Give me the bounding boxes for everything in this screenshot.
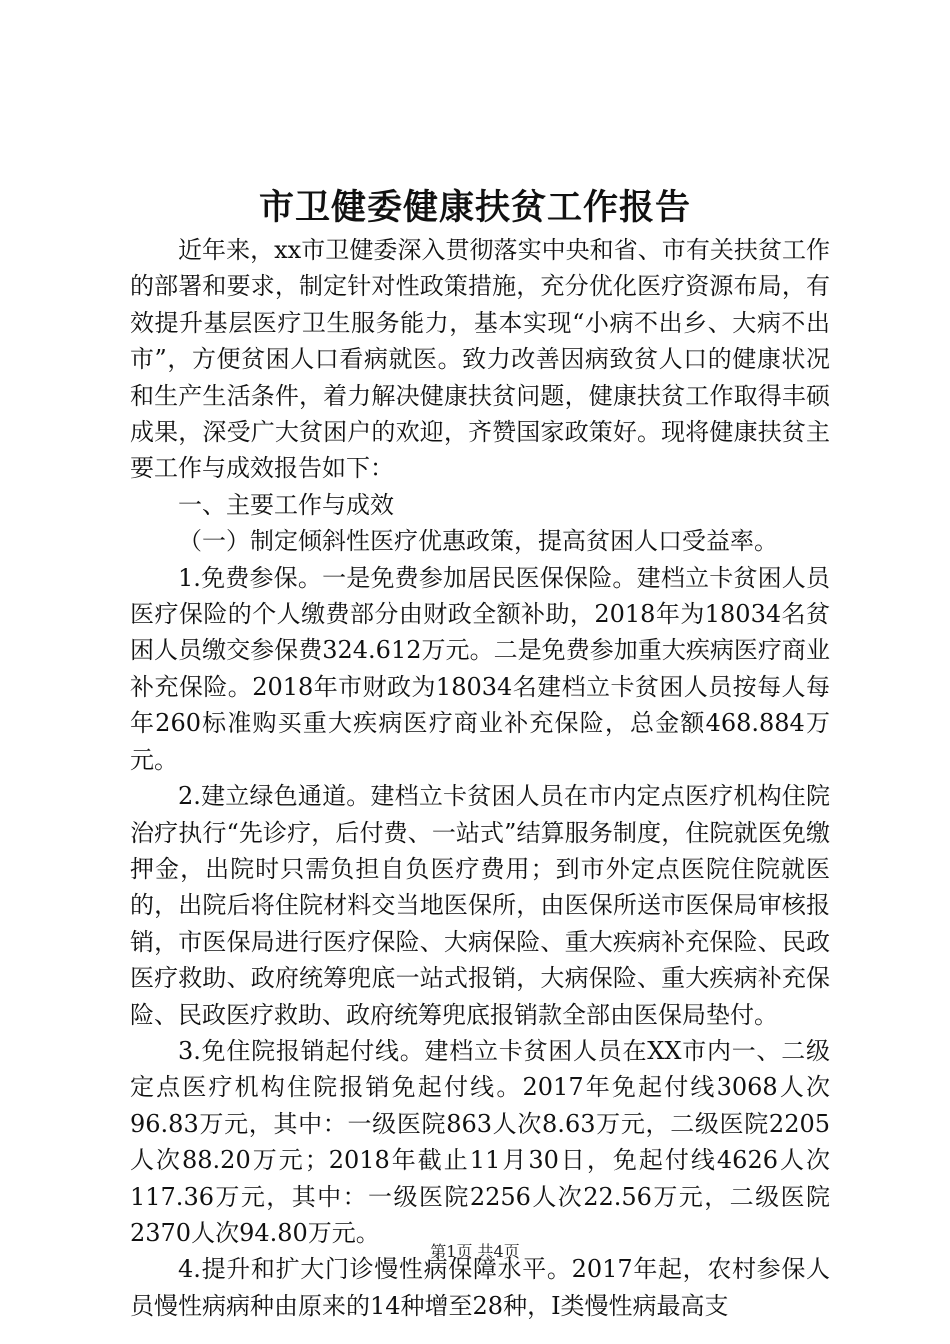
paragraph-item-3: 3.免住院报销起付线。建档立卡贫困人员在XX市内一、二级定点医疗机构住院报销免起付线。2017年免起付线3068人次96.83万元，其中：一级医院863人次8.63万元，二级医院2205人次88.20万元；2018年截止11月30日，免起付线4626人次117.36万元，其中：一级医院2256人次22.56万元，二级医院2370人次94.80万元。 [130,1036,830,1247]
document-title: 市卫健委健康扶贫工作报告 [258,187,691,228]
page-footer: 第1页 共4页 [430,1242,520,1261]
subsection-heading: （一）制定倾斜性医疗优惠政策，提高贫困人口受益率。 [178,527,778,556]
paragraph-intro: 近年来，xx市卫健委深入贯彻落实中央和省、市有关扶贫工作的部署和要求，制定针对性政策措施，充分优化医疗资源布局，有效提升基层医疗卫生服务能力，基本实现“小病不出乡、大病不出市”，方便贫困人口看病就医。致力改善因病致贫人口的健康状况和生产生活条件，着力解决健康扶贫问题，健康扶贫工作取得丰硕成果，深受广大贫困户的欢迎，齐赞国家政策好。现将健康扶贫主要工作与成效报告如下： [130,236,830,483]
paragraph-item-1: 1.免费参保。一是免费参加居民医保保险。建档立卡贫困人员医疗保险的个人缴费部分由财政全额补助，2018年为18034名贫困人员缴交参保费324.612万元。二是免费参加重大疾病医疗商业补充保险。2018年市财政为18034名建档立卡贫困人员按每人每年260标准购买重大疾病医疗商业补充保险，总金额468.884万元。 [130,563,830,774]
section-heading: 一、主要工作与成效 [178,490,394,519]
paragraph-item-4: 4.提升和扩大门诊慢性病保障水平。2017年起，农村参保人员慢性病病种由原来的14种增至28种，Ⅰ类慢性病最高支 [130,1255,830,1320]
document-body [130,232,830,1324]
paragraph-item-2: 2.建立绿色通道。建档立卡贫困人员在市内定点医疗机构住院治疗执行“先诊疗，后付费、一站式”结算服务制度，住院就医免缴押金，出院时只需负担自负医疗费用；到市外定点医院住院就医的，出院后将住院材料交当地医保所，由医保所送市医保局审核报销，市医保局进行医疗保险、大病保险、重大疾病补充保险、民政医疗救助、政府统筹兜底一站式报销，大病保险、重大疾病补充保险、民政医疗救助、政府统筹兜底报销款全部由医保局垫付。 [130,782,830,1029]
